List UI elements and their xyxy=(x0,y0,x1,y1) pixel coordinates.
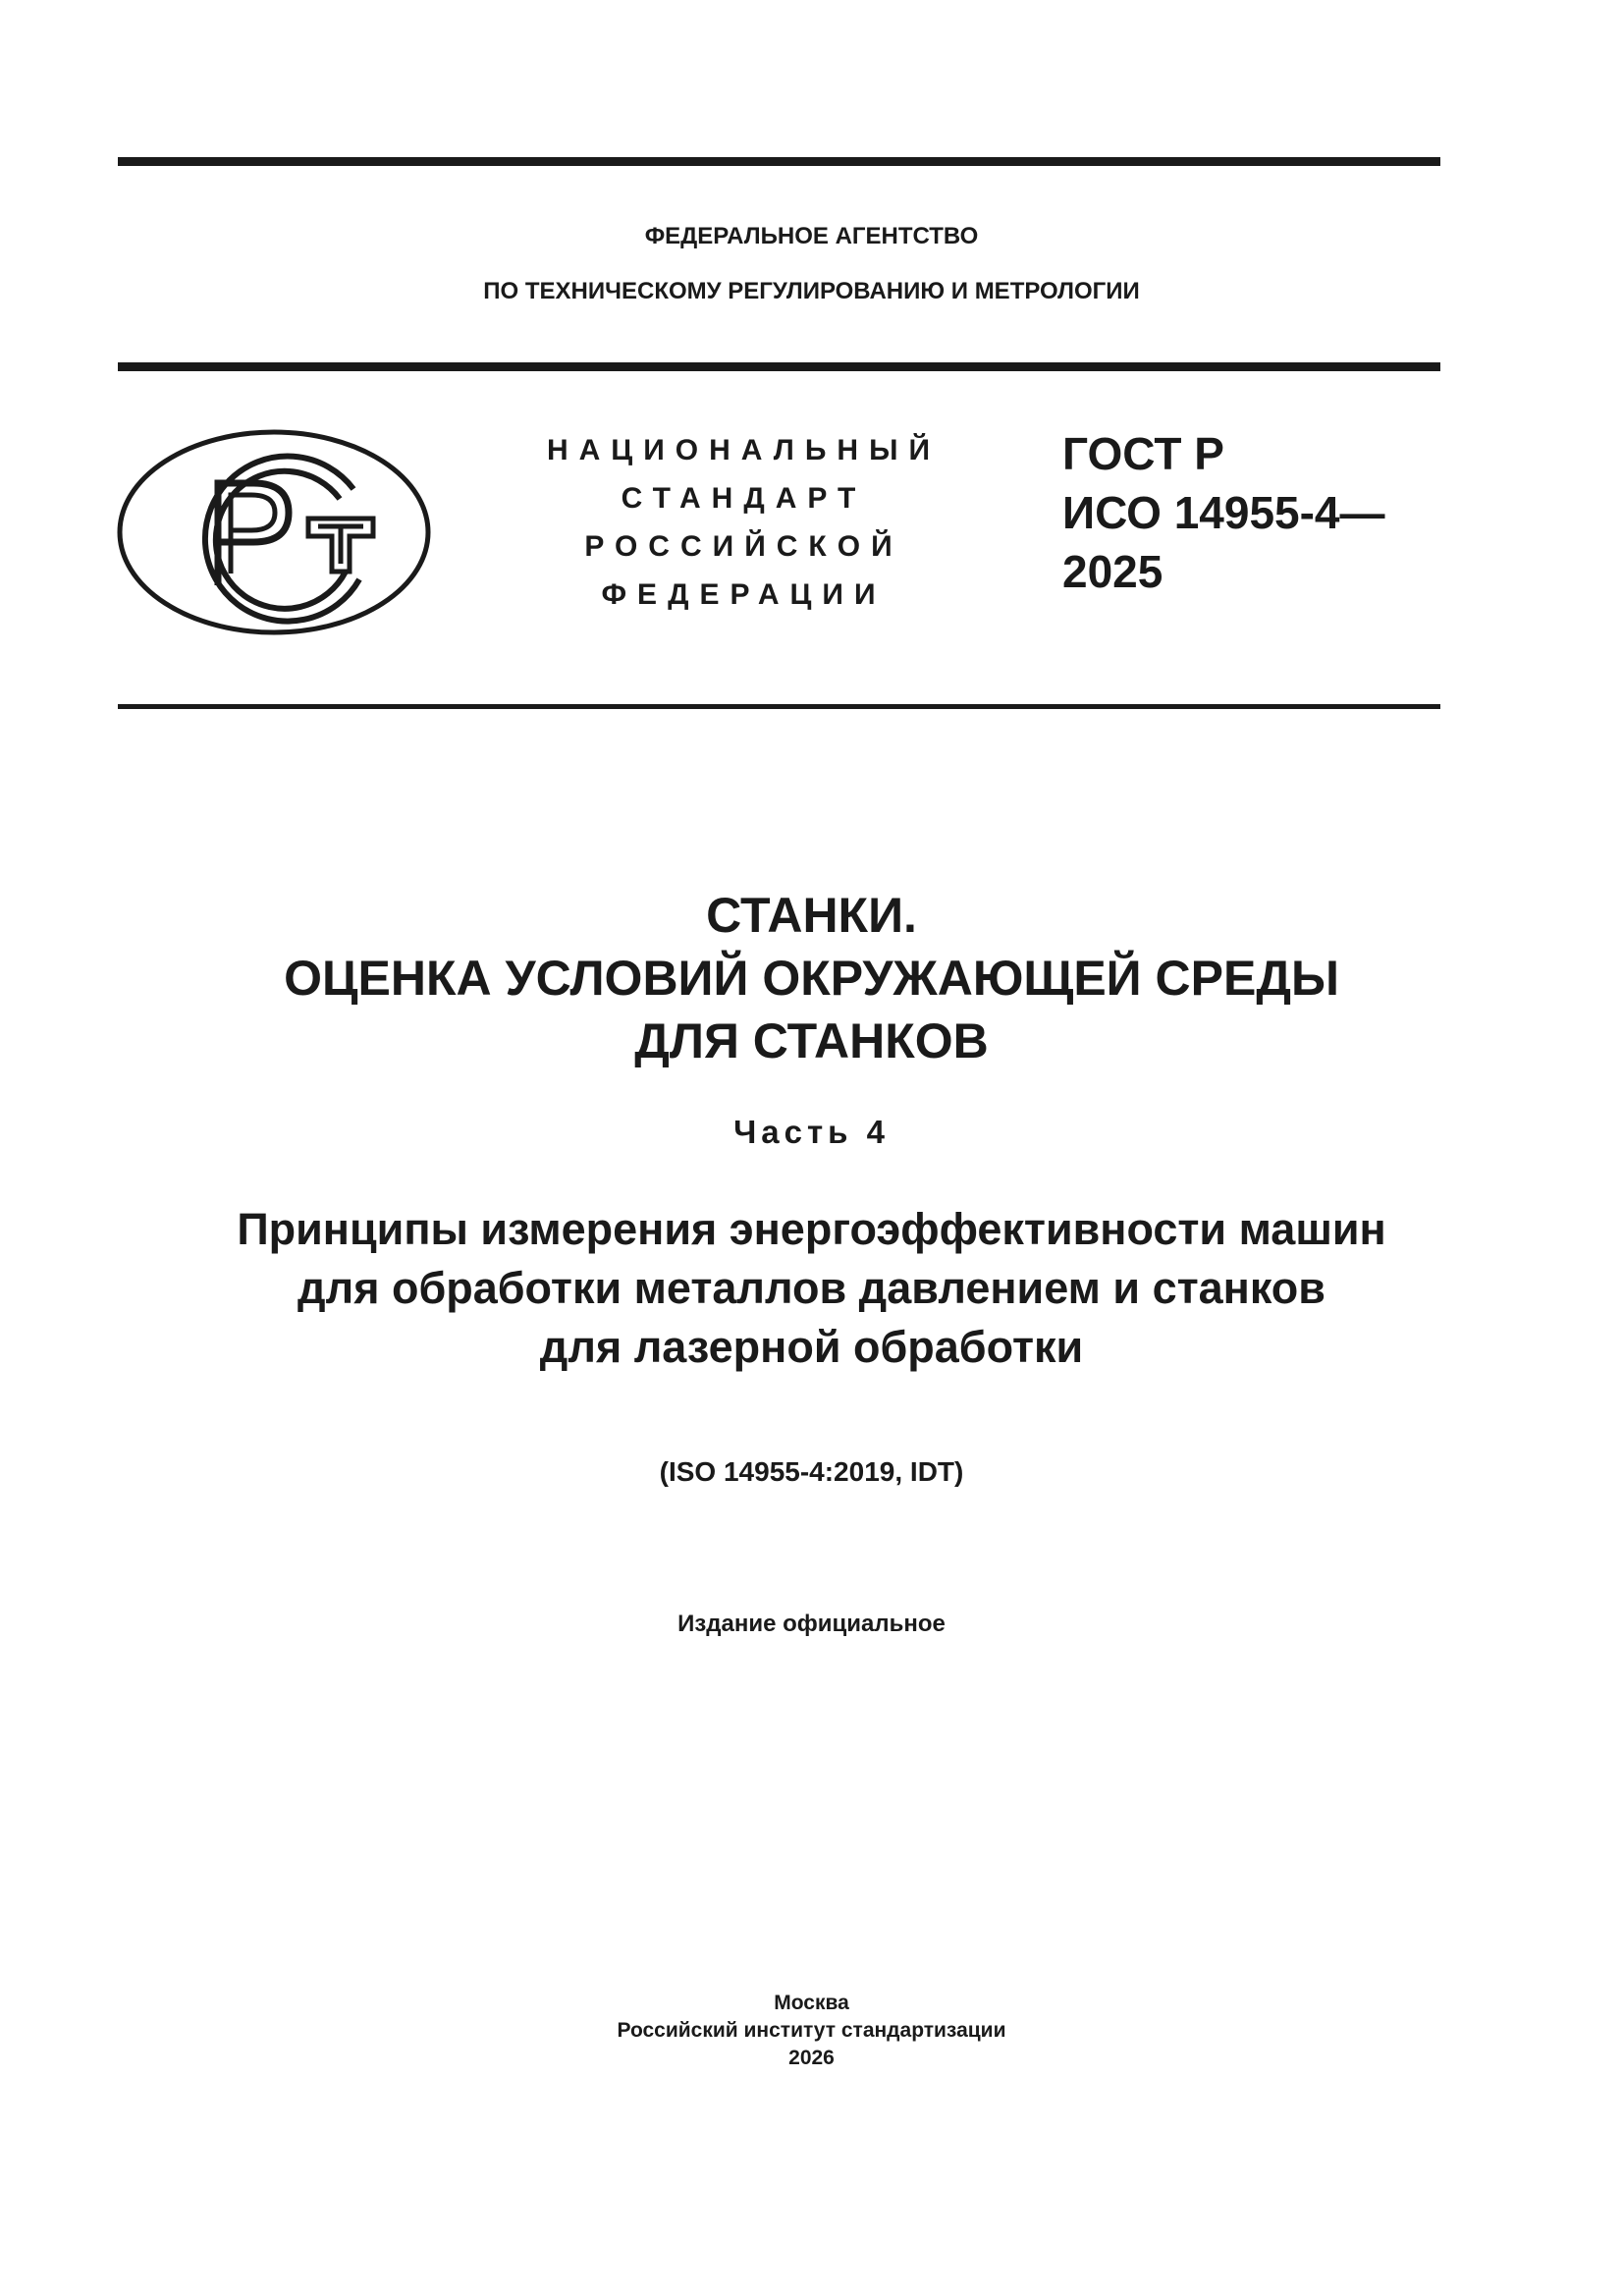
standard-designation xyxy=(1062,424,1385,601)
part-number: Часть 4 xyxy=(733,1114,890,1150)
imprint-city: Москва xyxy=(774,1992,849,2014)
agency-name-continued xyxy=(0,280,1623,303)
document-subtitle xyxy=(0,1200,1623,1377)
designation-line-2: ИСО 14955-4— xyxy=(1062,487,1385,538)
title-line-2: ОЦЕНКА УСЛОВИЙ ОКРУЖАЮЩЕЙ СРЕДЫ xyxy=(284,951,1339,1006)
imprint-publisher: Российский институт стандартизации xyxy=(617,2019,1006,2042)
imprint-year: 2026 xyxy=(788,2047,835,2069)
rst-conformity-mark-icon xyxy=(116,428,432,637)
iso-reference: (ISO 14955-4:2019, IDT) xyxy=(659,1456,964,1487)
designation-line-3: 2025 xyxy=(1062,546,1163,597)
title-line-3: ДЛЯ СТАНКОВ xyxy=(634,1013,989,1068)
header-rule xyxy=(118,362,1440,371)
subtitle-line-3: для лазерной обработки xyxy=(539,1322,1084,1372)
national-standard-label xyxy=(535,426,952,619)
subtitle-line-1: Принципы измерения энергоэффективности машин xyxy=(237,1204,1386,1254)
national-standard-line-1: НАЦИОНАЛЬНЫЙ xyxy=(546,434,942,466)
document-title xyxy=(0,884,1623,1072)
title-line-1: СТАНКИ. xyxy=(706,888,917,943)
subtitle-line-2: для обработки металлов давлением и станков xyxy=(298,1263,1325,1313)
imprint xyxy=(0,1990,1623,2072)
header-bottom-rule xyxy=(118,704,1440,709)
agency-name xyxy=(0,225,1623,248)
top-rule xyxy=(118,157,1440,166)
agency-line-1: ФЕДЕРАЛЬНОЕ АГЕНТСТВО xyxy=(644,223,979,249)
national-standard-line-2: СТАНДАРТ xyxy=(621,482,867,515)
national-standard-line-4: ФЕДЕРАЦИИ xyxy=(601,578,887,611)
designation-line-1: ГОСТ Р xyxy=(1062,428,1224,479)
edition-note: Издание официальное xyxy=(677,1611,946,1637)
national-standard-line-3: РОССИЙСКОЙ xyxy=(584,530,903,563)
agency-line-2: ПО ТЕХНИЧЕСКОМУ РЕГУЛИРОВАНИЮ И МЕТРОЛОГИИ xyxy=(483,278,1140,304)
